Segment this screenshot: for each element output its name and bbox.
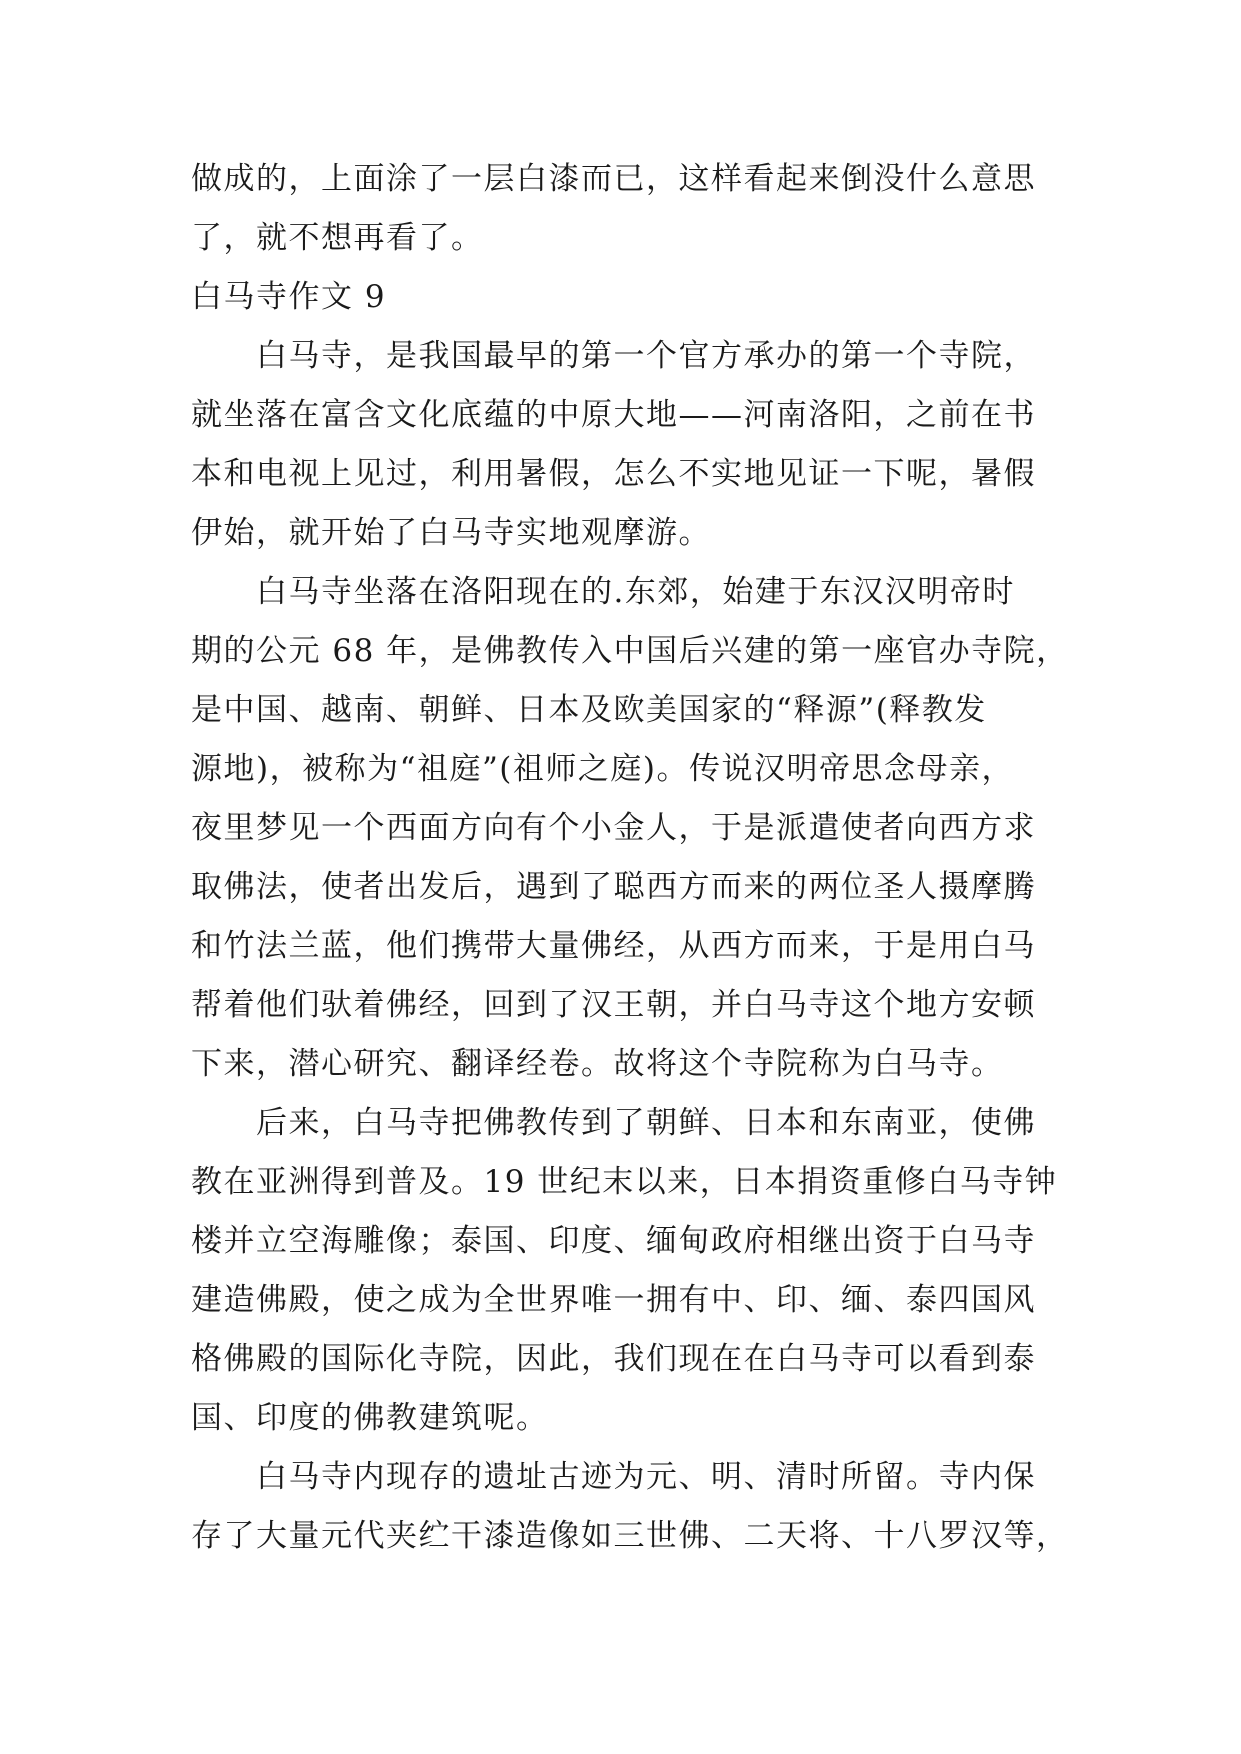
text-line: 伊始，就开始了白马寺实地观摩游。 bbox=[191, 515, 711, 551]
text-line: 存了大量元代夹纻干漆造像如三世佛、二天将、十八罗汉等， bbox=[191, 1518, 1069, 1554]
text-line: 白马寺内现存的遗址古迹为元、明、清时所留。寺内保 bbox=[191, 1459, 1036, 1495]
text-line: 下来，潜心研究、翻译经卷。故将这个寺院称为白马寺。 bbox=[191, 1046, 1004, 1082]
text-line: 后来，白马寺把佛教传到了朝鲜、日本和东南亚，使佛 bbox=[191, 1105, 1036, 1141]
text-line: 是中国、越南、朝鲜、日本及欧美国家的“释源”(释教发 bbox=[191, 692, 987, 728]
text-line: 取佛法，使者出发后，遇到了聪西方而来的两位圣人摄摩腾 bbox=[191, 869, 1036, 905]
text-line: 期的公元 68 年，是佛教传入中国后兴建的第一座官办寺院， bbox=[191, 633, 1069, 669]
document-body bbox=[191, 150, 1071, 1566]
text-line: 国、印度的佛教建筑呢。 bbox=[191, 1400, 549, 1436]
text-line: 了，就不想再看了。 bbox=[191, 220, 484, 256]
section-heading: 白马寺作文 9 bbox=[191, 279, 387, 315]
text-line: 帮着他们驮着佛经，回到了汉王朝，并白马寺这个地方安顿 bbox=[191, 987, 1036, 1023]
text-line: 白马寺坐落在洛阳现在的.东郊，始建于东汉汉明帝时 bbox=[191, 574, 1015, 610]
text-line: 做成的，上面涂了一层白漆而已，这样看起来倒没什么意思 bbox=[191, 161, 1036, 197]
text-line: 白马寺，是我国最早的第一个官方承办的第一个寺院， bbox=[191, 338, 1036, 374]
text-line: 楼并立空海雕像；泰国、印度、缅甸政府相继出资于白马寺 bbox=[191, 1223, 1036, 1259]
text-line: 教在亚洲得到普及。19 世纪末以来，日本捐资重修白马寺钟 bbox=[191, 1164, 1058, 1200]
text-line: 格佛殿的国际化寺院，因此，我们现在在白马寺可以看到泰 bbox=[191, 1341, 1036, 1377]
text-line: 本和电视上见过，利用暑假，怎么不实地见证一下呢，暑假 bbox=[191, 456, 1036, 492]
text-line: 源地)，被称为“祖庭”(祖师之庭)。传说汉明帝思念母亲， bbox=[191, 751, 1014, 787]
text-line: 夜里梦见一个西面方向有个小金人，于是派遣使者向西方求 bbox=[191, 810, 1036, 846]
text-line: 和竹法兰蓝，他们携带大量佛经，从西方而来，于是用白马 bbox=[191, 928, 1036, 964]
text-line: 就坐落在富含文化底蕴的中原大地——河南洛阳，之前在书 bbox=[191, 397, 1036, 433]
text-line: 建造佛殿，使之成为全世界唯一拥有中、印、缅、泰四国风 bbox=[191, 1282, 1036, 1318]
